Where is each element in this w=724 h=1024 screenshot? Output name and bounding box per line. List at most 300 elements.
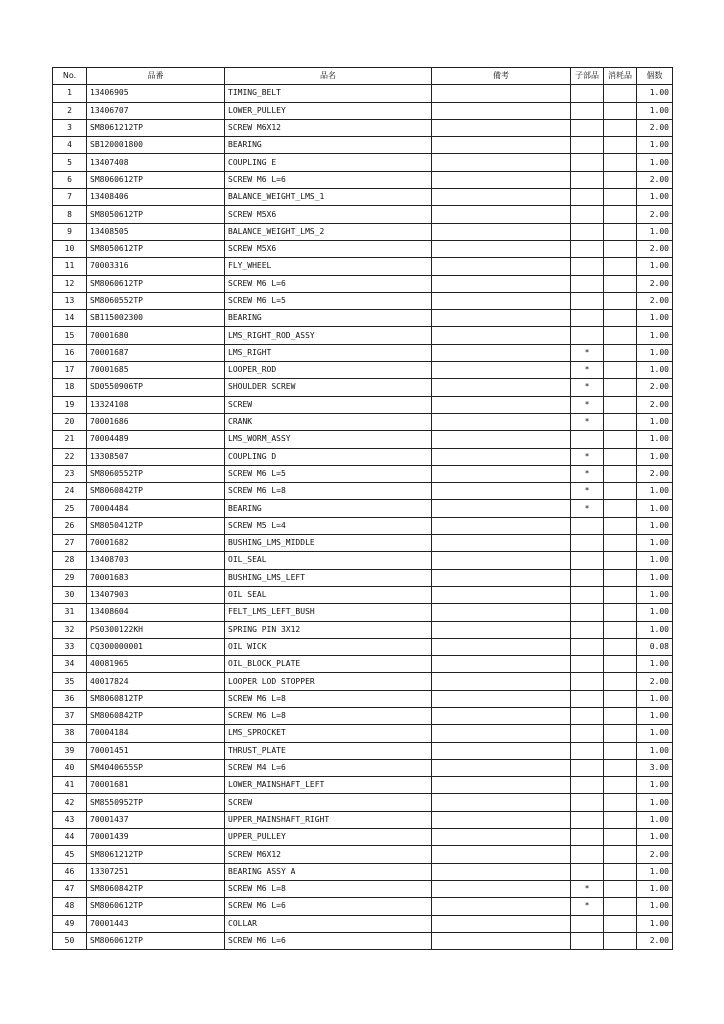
cell-consumable bbox=[604, 880, 637, 897]
table-row bbox=[53, 258, 673, 275]
cell-quantity: 1.00 bbox=[637, 137, 673, 154]
cell-quantity: 2.00 bbox=[637, 379, 673, 396]
cell-sub-part bbox=[571, 517, 604, 534]
cell-part-name: SCREW M6 L=6 bbox=[225, 898, 432, 915]
cell-part-name: LMS_RIGHT bbox=[225, 344, 432, 361]
cell-sub-part: * bbox=[571, 362, 604, 379]
cell-consumable bbox=[604, 829, 637, 846]
cell-no: 21 bbox=[53, 431, 87, 448]
table-row bbox=[53, 552, 673, 569]
cell-remarks bbox=[432, 552, 571, 569]
cell-quantity: 1.00 bbox=[637, 569, 673, 586]
cell-no: 46 bbox=[53, 863, 87, 880]
table-row bbox=[53, 915, 673, 932]
cell-part-number: 70001437 bbox=[87, 811, 225, 828]
cell-part-number: 70001680 bbox=[87, 327, 225, 344]
cell-part-name: SCREW M6 L=6 bbox=[225, 171, 432, 188]
cell-quantity: 1.00 bbox=[637, 483, 673, 500]
cell-quantity: 1.00 bbox=[637, 742, 673, 759]
cell-quantity: 1.00 bbox=[637, 777, 673, 794]
cell-part-number: 70001685 bbox=[87, 362, 225, 379]
cell-no: 19 bbox=[53, 396, 87, 413]
cell-no: 45 bbox=[53, 846, 87, 863]
table-row bbox=[53, 85, 673, 102]
cell-consumable bbox=[604, 742, 637, 759]
cell-part-name: LOOPER_ROD bbox=[225, 362, 432, 379]
cell-sub-part bbox=[571, 656, 604, 673]
header-no: No. bbox=[53, 68, 87, 85]
parts-table-body bbox=[53, 85, 673, 950]
table-row bbox=[53, 673, 673, 690]
cell-quantity: 1.00 bbox=[637, 621, 673, 638]
cell-quantity: 0.08 bbox=[637, 638, 673, 655]
cell-part-name: BEARING bbox=[225, 137, 432, 154]
cell-part-number: SM8060842TP bbox=[87, 707, 225, 724]
cell-no: 3 bbox=[53, 119, 87, 136]
table-row bbox=[53, 742, 673, 759]
cell-sub-part: * bbox=[571, 483, 604, 500]
cell-quantity: 2.00 bbox=[637, 846, 673, 863]
cell-no: 36 bbox=[53, 690, 87, 707]
cell-sub-part bbox=[571, 189, 604, 206]
cell-no: 1 bbox=[53, 85, 87, 102]
cell-sub-part bbox=[571, 258, 604, 275]
table-row bbox=[53, 292, 673, 309]
cell-part-name: SCREW M5X6 bbox=[225, 240, 432, 257]
table-row bbox=[53, 811, 673, 828]
table-row bbox=[53, 517, 673, 534]
table-row bbox=[53, 586, 673, 603]
cell-no: 42 bbox=[53, 794, 87, 811]
cell-part-name: OIL_SEAL bbox=[225, 552, 432, 569]
table-row bbox=[53, 206, 673, 223]
cell-consumable bbox=[604, 413, 637, 430]
cell-sub-part: * bbox=[571, 448, 604, 465]
cell-part-number: SM8060552TP bbox=[87, 292, 225, 309]
cell-part-number: 13406905 bbox=[87, 85, 225, 102]
table-row bbox=[53, 794, 673, 811]
cell-remarks bbox=[432, 379, 571, 396]
cell-part-number: 70004484 bbox=[87, 500, 225, 517]
cell-part-name: SCREW M5 L=4 bbox=[225, 517, 432, 534]
cell-sub-part bbox=[571, 310, 604, 327]
cell-part-number: SM8060612TP bbox=[87, 898, 225, 915]
cell-remarks bbox=[432, 915, 571, 932]
cell-sub-part bbox=[571, 327, 604, 344]
cell-sub-part: * bbox=[571, 500, 604, 517]
cell-consumable bbox=[604, 690, 637, 707]
cell-quantity: 1.00 bbox=[637, 707, 673, 724]
cell-part-number: CQ300000001 bbox=[87, 638, 225, 655]
cell-quantity: 1.00 bbox=[637, 258, 673, 275]
cell-consumable bbox=[604, 465, 637, 482]
cell-sub-part: * bbox=[571, 379, 604, 396]
cell-remarks bbox=[432, 275, 571, 292]
cell-part-number: SM8060812TP bbox=[87, 690, 225, 707]
cell-consumable bbox=[604, 811, 637, 828]
cell-no: 17 bbox=[53, 362, 87, 379]
table-row bbox=[53, 223, 673, 240]
cell-part-number: 70004489 bbox=[87, 431, 225, 448]
cell-consumable bbox=[604, 119, 637, 136]
cell-remarks bbox=[432, 240, 571, 257]
cell-quantity: 1.00 bbox=[637, 102, 673, 119]
cell-sub-part bbox=[571, 621, 604, 638]
cell-consumable bbox=[604, 586, 637, 603]
cell-part-number: SD0550906TP bbox=[87, 379, 225, 396]
header-part-number: 品番 bbox=[87, 68, 225, 85]
cell-remarks bbox=[432, 223, 571, 240]
cell-sub-part bbox=[571, 846, 604, 863]
cell-sub-part bbox=[571, 725, 604, 742]
cell-remarks bbox=[432, 707, 571, 724]
cell-part-number: 70001682 bbox=[87, 535, 225, 552]
cell-remarks bbox=[432, 137, 571, 154]
cell-part-number: SB120001800 bbox=[87, 137, 225, 154]
table-row bbox=[53, 189, 673, 206]
cell-no: 15 bbox=[53, 327, 87, 344]
cell-consumable bbox=[604, 915, 637, 932]
cell-remarks bbox=[432, 638, 571, 655]
cell-sub-part bbox=[571, 638, 604, 655]
cell-remarks bbox=[432, 310, 571, 327]
cell-part-name: BUSHING_LMS_LEFT bbox=[225, 569, 432, 586]
cell-part-number: 13308507 bbox=[87, 448, 225, 465]
table-row bbox=[53, 535, 673, 552]
cell-part-name: OIL_BLOCK_PLATE bbox=[225, 656, 432, 673]
cell-remarks bbox=[432, 483, 571, 500]
cell-consumable bbox=[604, 569, 637, 586]
cell-consumable bbox=[604, 759, 637, 776]
cell-part-name: COUPLING D bbox=[225, 448, 432, 465]
table-row bbox=[53, 154, 673, 171]
cell-part-name: OIL WICK bbox=[225, 638, 432, 655]
cell-part-number: SM8061212TP bbox=[87, 119, 225, 136]
table-row bbox=[53, 500, 673, 517]
cell-no: 27 bbox=[53, 535, 87, 552]
cell-no: 4 bbox=[53, 137, 87, 154]
cell-sub-part bbox=[571, 586, 604, 603]
cell-remarks bbox=[432, 811, 571, 828]
cell-no: 8 bbox=[53, 206, 87, 223]
cell-no: 7 bbox=[53, 189, 87, 206]
cell-part-number: 13307251 bbox=[87, 863, 225, 880]
table-row bbox=[53, 898, 673, 915]
cell-remarks bbox=[432, 431, 571, 448]
parts-table bbox=[52, 67, 673, 950]
cell-part-name: SCREW bbox=[225, 794, 432, 811]
cell-part-number: 13406707 bbox=[87, 102, 225, 119]
cell-sub-part: * bbox=[571, 413, 604, 430]
table-row bbox=[53, 690, 673, 707]
cell-no: 20 bbox=[53, 413, 87, 430]
cell-remarks bbox=[432, 102, 571, 119]
cell-sub-part bbox=[571, 863, 604, 880]
cell-part-name: SCREW M6 L=6 bbox=[225, 275, 432, 292]
table-row bbox=[53, 413, 673, 430]
cell-part-name: SCREW M6 L=8 bbox=[225, 707, 432, 724]
cell-consumable bbox=[604, 846, 637, 863]
header-remarks: 備考 bbox=[432, 68, 571, 85]
cell-consumable bbox=[604, 898, 637, 915]
cell-part-name: LOWER_PULLEY bbox=[225, 102, 432, 119]
cell-sub-part bbox=[571, 811, 604, 828]
cell-consumable bbox=[604, 171, 637, 188]
cell-consumable bbox=[604, 310, 637, 327]
cell-sub-part bbox=[571, 777, 604, 794]
cell-no: 49 bbox=[53, 915, 87, 932]
cell-remarks bbox=[432, 898, 571, 915]
cell-remarks bbox=[432, 777, 571, 794]
cell-quantity: 2.00 bbox=[637, 275, 673, 292]
cell-part-number: 70001439 bbox=[87, 829, 225, 846]
cell-part-number: SM8550952TP bbox=[87, 794, 225, 811]
cell-part-name: LMS_SPROCKET bbox=[225, 725, 432, 742]
cell-quantity: 2.00 bbox=[637, 240, 673, 257]
header-row bbox=[53, 68, 673, 85]
cell-no: 22 bbox=[53, 448, 87, 465]
cell-consumable bbox=[604, 292, 637, 309]
cell-quantity: 1.00 bbox=[637, 517, 673, 534]
cell-quantity: 1.00 bbox=[637, 604, 673, 621]
cell-part-name: LOWER_MAINSHAFT_LEFT bbox=[225, 777, 432, 794]
cell-remarks bbox=[432, 569, 571, 586]
cell-no: 33 bbox=[53, 638, 87, 655]
cell-quantity: 1.00 bbox=[637, 413, 673, 430]
cell-quantity: 1.00 bbox=[637, 223, 673, 240]
cell-sub-part: * bbox=[571, 880, 604, 897]
cell-no: 5 bbox=[53, 154, 87, 171]
cell-part-number: SM8060612TP bbox=[87, 932, 225, 949]
cell-part-name: SPRING PIN 3X12 bbox=[225, 621, 432, 638]
cell-quantity: 1.00 bbox=[637, 448, 673, 465]
cell-quantity: 2.00 bbox=[637, 396, 673, 413]
cell-part-name: FLY_WHEEL bbox=[225, 258, 432, 275]
cell-part-number: 13408703 bbox=[87, 552, 225, 569]
cell-part-name: UPPER_MAINSHAFT_RIGHT bbox=[225, 811, 432, 828]
cell-remarks bbox=[432, 725, 571, 742]
cell-no: 50 bbox=[53, 932, 87, 949]
cell-remarks bbox=[432, 154, 571, 171]
cell-part-number: 40017824 bbox=[87, 673, 225, 690]
cell-part-number: 13407903 bbox=[87, 586, 225, 603]
cell-sub-part bbox=[571, 707, 604, 724]
cell-remarks bbox=[432, 258, 571, 275]
cell-part-number: SM4040655SP bbox=[87, 759, 225, 776]
cell-part-number: 70001451 bbox=[87, 742, 225, 759]
cell-no: 30 bbox=[53, 586, 87, 603]
table-row bbox=[53, 880, 673, 897]
cell-remarks bbox=[432, 932, 571, 949]
cell-part-name: UPPER_PULLEY bbox=[225, 829, 432, 846]
cell-quantity: 2.00 bbox=[637, 465, 673, 482]
cell-sub-part bbox=[571, 292, 604, 309]
cell-part-name: FELT_LMS_LEFT_BUSH bbox=[225, 604, 432, 621]
cell-part-name: BUSHING_LMS_MIDDLE bbox=[225, 535, 432, 552]
cell-no: 2 bbox=[53, 102, 87, 119]
cell-quantity: 2.00 bbox=[637, 171, 673, 188]
cell-part-number: 40081965 bbox=[87, 656, 225, 673]
parts-list-sheet bbox=[52, 67, 672, 950]
table-row bbox=[53, 656, 673, 673]
table-row bbox=[53, 483, 673, 500]
cell-consumable bbox=[604, 604, 637, 621]
cell-sub-part: * bbox=[571, 344, 604, 361]
cell-quantity: 1.00 bbox=[637, 500, 673, 517]
cell-part-name: COLLAR bbox=[225, 915, 432, 932]
cell-sub-part bbox=[571, 742, 604, 759]
cell-remarks bbox=[432, 206, 571, 223]
cell-part-name: BEARING bbox=[225, 310, 432, 327]
cell-no: 38 bbox=[53, 725, 87, 742]
cell-quantity: 1.00 bbox=[637, 656, 673, 673]
cell-no: 23 bbox=[53, 465, 87, 482]
cell-quantity: 2.00 bbox=[637, 673, 673, 690]
cell-remarks bbox=[432, 327, 571, 344]
cell-remarks bbox=[432, 656, 571, 673]
cell-remarks bbox=[432, 535, 571, 552]
cell-no: 41 bbox=[53, 777, 87, 794]
cell-remarks bbox=[432, 759, 571, 776]
cell-consumable bbox=[604, 863, 637, 880]
cell-sub-part bbox=[571, 431, 604, 448]
cell-quantity: 1.00 bbox=[637, 586, 673, 603]
cell-remarks bbox=[432, 500, 571, 517]
cell-part-number: SM8050612TP bbox=[87, 240, 225, 257]
cell-no: 47 bbox=[53, 880, 87, 897]
header-part-name: 品名 bbox=[225, 68, 432, 85]
cell-part-number: SM8060552TP bbox=[87, 465, 225, 482]
cell-part-number: SM8060612TP bbox=[87, 171, 225, 188]
cell-no: 29 bbox=[53, 569, 87, 586]
cell-part-number: SM8050412TP bbox=[87, 517, 225, 534]
cell-no: 37 bbox=[53, 707, 87, 724]
cell-sub-part bbox=[571, 829, 604, 846]
cell-consumable bbox=[604, 189, 637, 206]
cell-part-name: LMS_WORM_ASSY bbox=[225, 431, 432, 448]
cell-quantity: 1.00 bbox=[637, 362, 673, 379]
table-row bbox=[53, 240, 673, 257]
cell-consumable bbox=[604, 258, 637, 275]
cell-part-name: SCREW M6 L=5 bbox=[225, 465, 432, 482]
cell-quantity: 1.00 bbox=[637, 880, 673, 897]
cell-sub-part bbox=[571, 85, 604, 102]
cell-sub-part bbox=[571, 223, 604, 240]
table-row bbox=[53, 777, 673, 794]
cell-consumable bbox=[604, 483, 637, 500]
cell-quantity: 1.00 bbox=[637, 154, 673, 171]
cell-remarks bbox=[432, 448, 571, 465]
cell-part-number: 13324108 bbox=[87, 396, 225, 413]
cell-part-number: SM8060842TP bbox=[87, 483, 225, 500]
cell-remarks bbox=[432, 586, 571, 603]
table-row bbox=[53, 829, 673, 846]
cell-quantity: 1.00 bbox=[637, 327, 673, 344]
table-row bbox=[53, 604, 673, 621]
table-row bbox=[53, 344, 673, 361]
cell-consumable bbox=[604, 137, 637, 154]
cell-part-number: SM8050612TP bbox=[87, 206, 225, 223]
table-row bbox=[53, 137, 673, 154]
cell-no: 11 bbox=[53, 258, 87, 275]
cell-part-number: 70001681 bbox=[87, 777, 225, 794]
cell-consumable bbox=[604, 275, 637, 292]
table-row bbox=[53, 102, 673, 119]
cell-quantity: 2.00 bbox=[637, 932, 673, 949]
cell-quantity: 1.00 bbox=[637, 811, 673, 828]
cell-part-name: SHOULDER SCREW bbox=[225, 379, 432, 396]
cell-part-name: SCREW M6 L=8 bbox=[225, 690, 432, 707]
cell-sub-part: * bbox=[571, 898, 604, 915]
cell-consumable bbox=[604, 85, 637, 102]
cell-consumable bbox=[604, 517, 637, 534]
cell-part-number: 13408604 bbox=[87, 604, 225, 621]
cell-no: 18 bbox=[53, 379, 87, 396]
cell-remarks bbox=[432, 171, 571, 188]
cell-part-name: SCREW M4 L=6 bbox=[225, 759, 432, 776]
table-row bbox=[53, 725, 673, 742]
cell-part-number: SM8060842TP bbox=[87, 880, 225, 897]
table-row bbox=[53, 707, 673, 724]
cell-sub-part bbox=[571, 794, 604, 811]
cell-no: 43 bbox=[53, 811, 87, 828]
cell-part-number: 70003316 bbox=[87, 258, 225, 275]
cell-part-name: CRANK bbox=[225, 413, 432, 430]
cell-no: 13 bbox=[53, 292, 87, 309]
cell-remarks bbox=[432, 362, 571, 379]
cell-remarks bbox=[432, 604, 571, 621]
cell-quantity: 1.00 bbox=[637, 310, 673, 327]
cell-part-name: SCREW M6 L=5 bbox=[225, 292, 432, 309]
cell-consumable bbox=[604, 240, 637, 257]
cell-no: 10 bbox=[53, 240, 87, 257]
cell-no: 12 bbox=[53, 275, 87, 292]
cell-remarks bbox=[432, 189, 571, 206]
cell-part-name: SCREW M6 L=8 bbox=[225, 483, 432, 500]
cell-sub-part bbox=[571, 915, 604, 932]
cell-part-number: 13407408 bbox=[87, 154, 225, 171]
cell-no: 14 bbox=[53, 310, 87, 327]
cell-consumable bbox=[604, 725, 637, 742]
cell-no: 28 bbox=[53, 552, 87, 569]
table-row bbox=[53, 932, 673, 949]
cell-consumable bbox=[604, 327, 637, 344]
cell-part-number: 70001687 bbox=[87, 344, 225, 361]
cell-part-number: SM8060612TP bbox=[87, 275, 225, 292]
cell-no: 44 bbox=[53, 829, 87, 846]
cell-sub-part bbox=[571, 154, 604, 171]
table-row bbox=[53, 362, 673, 379]
cell-part-name: BALANCE_WEIGHT_LMS_2 bbox=[225, 223, 432, 240]
cell-quantity: 1.00 bbox=[637, 690, 673, 707]
cell-sub-part bbox=[571, 569, 604, 586]
cell-remarks bbox=[432, 344, 571, 361]
cell-sub-part bbox=[571, 119, 604, 136]
cell-no: 26 bbox=[53, 517, 87, 534]
cell-part-number: 70001686 bbox=[87, 413, 225, 430]
cell-consumable bbox=[604, 794, 637, 811]
cell-consumable bbox=[604, 500, 637, 517]
cell-remarks bbox=[432, 794, 571, 811]
cell-sub-part bbox=[571, 604, 604, 621]
cell-part-name: SCREW M6X12 bbox=[225, 119, 432, 136]
cell-remarks bbox=[432, 863, 571, 880]
cell-no: 16 bbox=[53, 344, 87, 361]
table-row bbox=[53, 379, 673, 396]
cell-remarks bbox=[432, 85, 571, 102]
table-row bbox=[53, 638, 673, 655]
cell-part-name: SCREW M6X12 bbox=[225, 846, 432, 863]
